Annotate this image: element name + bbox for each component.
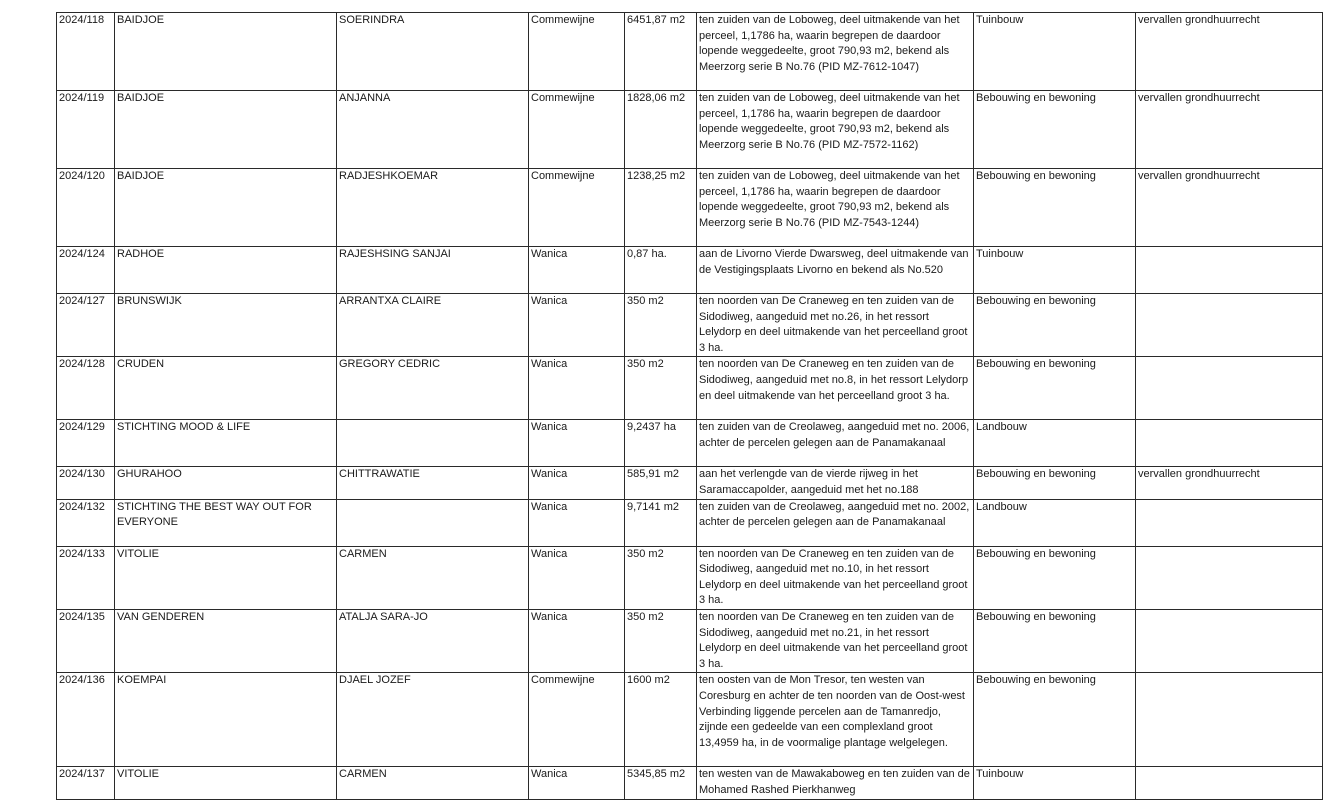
registration-number-cell: 2024/119 xyxy=(57,91,115,169)
purpose-cell: Bebouwing en bewoning xyxy=(974,294,1136,357)
table-row xyxy=(57,499,1323,546)
first-name-cell: CHITTRAWATIE xyxy=(337,467,529,499)
first-name-cell: CARMEN xyxy=(337,546,529,609)
size-cell: 350 m2 xyxy=(625,357,697,420)
size-cell: 585,91 m2 xyxy=(625,467,697,499)
size-cell: 0,87 ha. xyxy=(625,247,697,294)
purpose-cell: Bebouwing en bewoning xyxy=(974,609,1136,672)
name-cell: BAIDJOE xyxy=(115,91,337,169)
size-cell: 1600 m2 xyxy=(625,673,697,767)
location-description-cell: ten oosten van de Mon Tresor, ten westen van Coresburg en achter de ten noorden van de Oost-west Verbinding liggende percelen aan de Tamanredjo, zijnde een gedeelde van een complexland groot 13,4959 ha, in de voormalige plantage welgelegen. xyxy=(697,673,974,767)
table-row xyxy=(57,13,1323,91)
district-cell: Wanica xyxy=(529,294,625,357)
purpose-cell: Bebouwing en bewoning xyxy=(974,91,1136,169)
first-name-cell: DJAEL JOZEF xyxy=(337,673,529,767)
first-name-cell: SOERINDRA xyxy=(337,13,529,91)
name-cell: CRUDEN xyxy=(115,357,337,420)
district-cell: Commewijne xyxy=(529,169,625,247)
table-row xyxy=(57,673,1323,767)
remark-cell: vervallen grondhuurrecht xyxy=(1136,91,1323,169)
size-cell: 5345,85 m2 xyxy=(625,767,697,800)
first-name-cell: CARMEN xyxy=(337,767,529,800)
first-name-cell: GREGORY CEDRIC xyxy=(337,357,529,420)
remark-cell xyxy=(1136,247,1323,294)
table-row xyxy=(57,420,1323,467)
remark-cell: vervallen grondhuurrecht xyxy=(1136,169,1323,247)
first-name-cell: RADJESHKOEMAR xyxy=(337,169,529,247)
location-description-cell: ten zuiden van de Loboweg, deel uitmakende van het perceel, 1,1786 ha, waarin begrepen de daardoor lopende weggedeelte, groot 790,93 m2, bekend als Meerzorg serie B No.76 (PID MZ-7543-1244) xyxy=(697,169,974,247)
register-table xyxy=(56,12,1323,800)
remark-cell xyxy=(1136,767,1323,800)
district-cell: Wanica xyxy=(529,247,625,294)
size-cell: 350 m2 xyxy=(625,546,697,609)
registration-number-cell: 2024/124 xyxy=(57,247,115,294)
name-cell: GHURAHOO xyxy=(115,467,337,499)
registration-number-cell: 2024/128 xyxy=(57,357,115,420)
district-cell: Commewijne xyxy=(529,673,625,767)
district-cell: Commewijne xyxy=(529,13,625,91)
table-row xyxy=(57,91,1323,169)
register-body xyxy=(57,13,1323,800)
location-description-cell: ten zuiden van de Loboweg, deel uitmakende van het perceel, 1,1786 ha, waarin begrepen de daardoor lopende weggedeelte, groot 790,93 m2, bekend als Meerzorg serie B No.76 (PID MZ-7612-1047) xyxy=(697,13,974,91)
location-description-cell: ten noorden van De Craneweg en ten zuiden van de Sidodiweg, aangeduid met no.8, in het ressort Lelydorp en deel uitmakende van het perceelland groot 3 ha. xyxy=(697,357,974,420)
remark-cell xyxy=(1136,294,1323,357)
size-cell: 9,7141 m2 xyxy=(625,499,697,546)
location-description-cell: ten noorden van De Craneweg en ten zuiden van de Sidodiweg, aangeduid met no.26, in het ressort Lelydorp en deel uitmakende van het perceelland groot 3 ha. xyxy=(697,294,974,357)
name-cell: STICHTING MOOD & LIFE xyxy=(115,420,337,467)
registration-number-cell: 2024/118 xyxy=(57,13,115,91)
name-cell: VAN GENDEREN xyxy=(115,609,337,672)
purpose-cell: Bebouwing en bewoning xyxy=(974,357,1136,420)
name-cell: RADHOE xyxy=(115,247,337,294)
purpose-cell: Bebouwing en bewoning xyxy=(974,467,1136,499)
registration-number-cell: 2024/136 xyxy=(57,673,115,767)
first-name-cell: ARRANTXA CLAIRE xyxy=(337,294,529,357)
location-description-cell: ten noorden van De Craneweg en ten zuiden van de Sidodiweg, aangeduid met no.10, in het ressort Lelydorp en deel uitmakende van het perceelland groot 3 ha. xyxy=(697,546,974,609)
remark-cell: vervallen grondhuurrecht xyxy=(1136,13,1323,91)
remark-cell xyxy=(1136,357,1323,420)
registration-number-cell: 2024/135 xyxy=(57,609,115,672)
first-name-cell: ANJANNA xyxy=(337,91,529,169)
location-description-cell: ten westen van de Mawakaboweg en ten zuiden van de Mohamed Rashed Pierkhanweg xyxy=(697,767,974,800)
registration-number-cell: 2024/137 xyxy=(57,767,115,800)
size-cell: 6451,87 m2 xyxy=(625,13,697,91)
size-cell: 350 m2 xyxy=(625,609,697,672)
registration-number-cell: 2024/127 xyxy=(57,294,115,357)
name-cell: KOEMPAI xyxy=(115,673,337,767)
location-description-cell: ten zuiden van de Loboweg, deel uitmakende van het perceel, 1,1786 ha, waarin begrepen de daardoor lopende weggedeelte, groot 790,93 m2, bekend als Meerzorg serie B No.76 (PID MZ-7572-1162) xyxy=(697,91,974,169)
first-name-cell: RAJESHSING SANJAI xyxy=(337,247,529,294)
first-name-cell xyxy=(337,499,529,546)
district-cell: Wanica xyxy=(529,546,625,609)
size-cell: 350 m2 xyxy=(625,294,697,357)
table-row xyxy=(57,357,1323,420)
registration-number-cell: 2024/129 xyxy=(57,420,115,467)
purpose-cell: Bebouwing en bewoning xyxy=(974,169,1136,247)
purpose-cell: Tuinbouw xyxy=(974,247,1136,294)
purpose-cell: Bebouwing en bewoning xyxy=(974,673,1136,767)
location-description-cell: ten zuiden van de Creolaweg, aangeduid met no. 2002, achter de percelen gelegen aan de Panamakanaal xyxy=(697,499,974,546)
first-name-cell: ATALJA SARA-JO xyxy=(337,609,529,672)
location-description-cell: aan de Livorno Vierde Dwarsweg, deel uitmakende van de Vestigingsplaats Livorno en bekend als No.520 xyxy=(697,247,974,294)
district-cell: Wanica xyxy=(529,767,625,800)
location-description-cell: ten noorden van De Craneweg en ten zuiden van de Sidodiweg, aangeduid met no.21, in het ressort Lelydorp en deel uitmakende van het perceelland groot 3 ha. xyxy=(697,609,974,672)
size-cell: 1238,25 m2 xyxy=(625,169,697,247)
table-row xyxy=(57,169,1323,247)
purpose-cell: Landbouw xyxy=(974,420,1136,467)
remark-cell xyxy=(1136,546,1323,609)
location-description-cell: aan het verlengde van de vierde rijweg in het Saramaccapolder, aangeduid met het no.188 xyxy=(697,467,974,499)
district-cell: Wanica xyxy=(529,420,625,467)
purpose-cell: Landbouw xyxy=(974,499,1136,546)
remark-cell: vervallen grondhuurrecht xyxy=(1136,467,1323,499)
district-cell: Wanica xyxy=(529,499,625,546)
remark-cell xyxy=(1136,673,1323,767)
name-cell: BAIDJOE xyxy=(115,169,337,247)
table-row xyxy=(57,247,1323,294)
name-cell: VITOLIE xyxy=(115,767,337,800)
remark-cell xyxy=(1136,609,1323,672)
size-cell: 9,2437 ha xyxy=(625,420,697,467)
table-row xyxy=(57,609,1323,672)
purpose-cell: Tuinbouw xyxy=(974,767,1136,800)
district-cell: Wanica xyxy=(529,467,625,499)
name-cell: BAIDJOE xyxy=(115,13,337,91)
district-cell: Wanica xyxy=(529,357,625,420)
registration-number-cell: 2024/130 xyxy=(57,467,115,499)
table-row xyxy=(57,546,1323,609)
size-cell: 1828,06 m2 xyxy=(625,91,697,169)
name-cell: BRUNSWIJK xyxy=(115,294,337,357)
remark-cell xyxy=(1136,420,1323,467)
name-cell: STICHTING THE BEST WAY OUT FOR EVERYONE xyxy=(115,499,337,546)
remark-cell xyxy=(1136,499,1323,546)
district-cell: Wanica xyxy=(529,609,625,672)
table-row xyxy=(57,467,1323,499)
registration-number-cell: 2024/132 xyxy=(57,499,115,546)
purpose-cell: Bebouwing en bewoning xyxy=(974,546,1136,609)
district-cell: Commewijne xyxy=(529,91,625,169)
location-description-cell: ten zuiden van de Creolaweg, aangeduid met no. 2006, achter de percelen gelegen aan de Panamakanaal xyxy=(697,420,974,467)
table-row xyxy=(57,294,1323,357)
name-cell: VITOLIE xyxy=(115,546,337,609)
registration-number-cell: 2024/120 xyxy=(57,169,115,247)
registration-number-cell: 2024/133 xyxy=(57,546,115,609)
purpose-cell: Tuinbouw xyxy=(974,13,1136,91)
first-name-cell xyxy=(337,420,529,467)
table-row xyxy=(57,767,1323,800)
